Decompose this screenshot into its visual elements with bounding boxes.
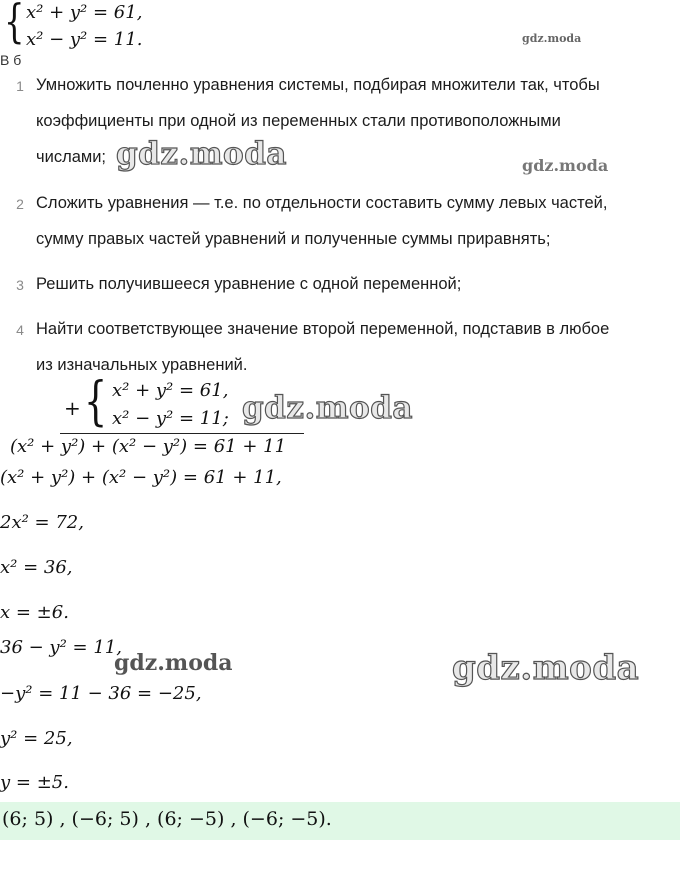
watermark-medium: gdz.moda — [114, 650, 233, 676]
addition-eq-1: x² + y² = 61, — [112, 380, 229, 401]
system-brace-top: { — [4, 0, 25, 48]
addition-eq-2: x² − y² = 11; — [112, 408, 229, 429]
addition-rule — [60, 433, 304, 434]
step-text-line: Решить получившееся уравнение с одной переменной; — [36, 275, 462, 293]
solution-line: y² = 25, — [0, 728, 73, 749]
step-text-line: Найти соответствующее значение второй переменной, подставив в любое — [36, 320, 610, 338]
solution-line: x² = 36, — [0, 557, 73, 578]
clipped-text-line: В б — [0, 52, 22, 68]
watermark-large: gdz.moda — [116, 136, 287, 172]
solution-line: 36 − y² = 11, — [0, 637, 122, 658]
solution-line: −y² = 11 − 36 = −25, — [0, 683, 202, 704]
system-brace-addition: { — [84, 372, 108, 432]
step-text-line: сумму правых частей уравнений и полученные суммы приравнять; — [36, 230, 551, 248]
watermark-large: gdz.moda — [452, 648, 640, 688]
system-eq-1: x² + y² = 61, — [26, 2, 143, 23]
step-number: 1 — [16, 78, 24, 94]
step-text-line: из изначальных уравнений. — [36, 356, 248, 374]
addition-sum: (x² + y²) + (x² − y²) = 61 + 11 — [10, 436, 287, 457]
answer-box — [0, 802, 680, 840]
step-number: 2 — [16, 196, 24, 212]
watermark-small: gdz.moda — [522, 32, 582, 45]
step-text-line: Умножить почленно уравнения системы, подбирая множители так, чтобы — [36, 76, 600, 94]
step-text-line: числами; — [36, 148, 107, 166]
answer-text: (6; 5) , (−6; 5) , (6; −5) , (−6; −5). — [2, 808, 332, 830]
watermark-small: gdz.moda — [522, 156, 609, 175]
watermark-large: gdz.moda — [242, 390, 413, 426]
step-text-line: коэффициенты при одной из переменных стали противоположными — [36, 112, 561, 130]
solution-line: 2x² = 72, — [0, 512, 84, 533]
step-number: 3 — [16, 277, 24, 293]
step-text-line: Сложить уравнения — т.е. по отдельности составить сумму левых частей, — [36, 194, 608, 212]
solution-line: x = ±6. — [0, 602, 69, 623]
solution-line: (x² + y²) + (x² − y²) = 61 + 11, — [0, 467, 282, 488]
plus-sign: + — [64, 396, 81, 420]
solution-line: y = ±5. — [0, 772, 69, 793]
step-number: 4 — [16, 322, 24, 338]
system-eq-2: x² − y² = 11. — [26, 29, 143, 50]
